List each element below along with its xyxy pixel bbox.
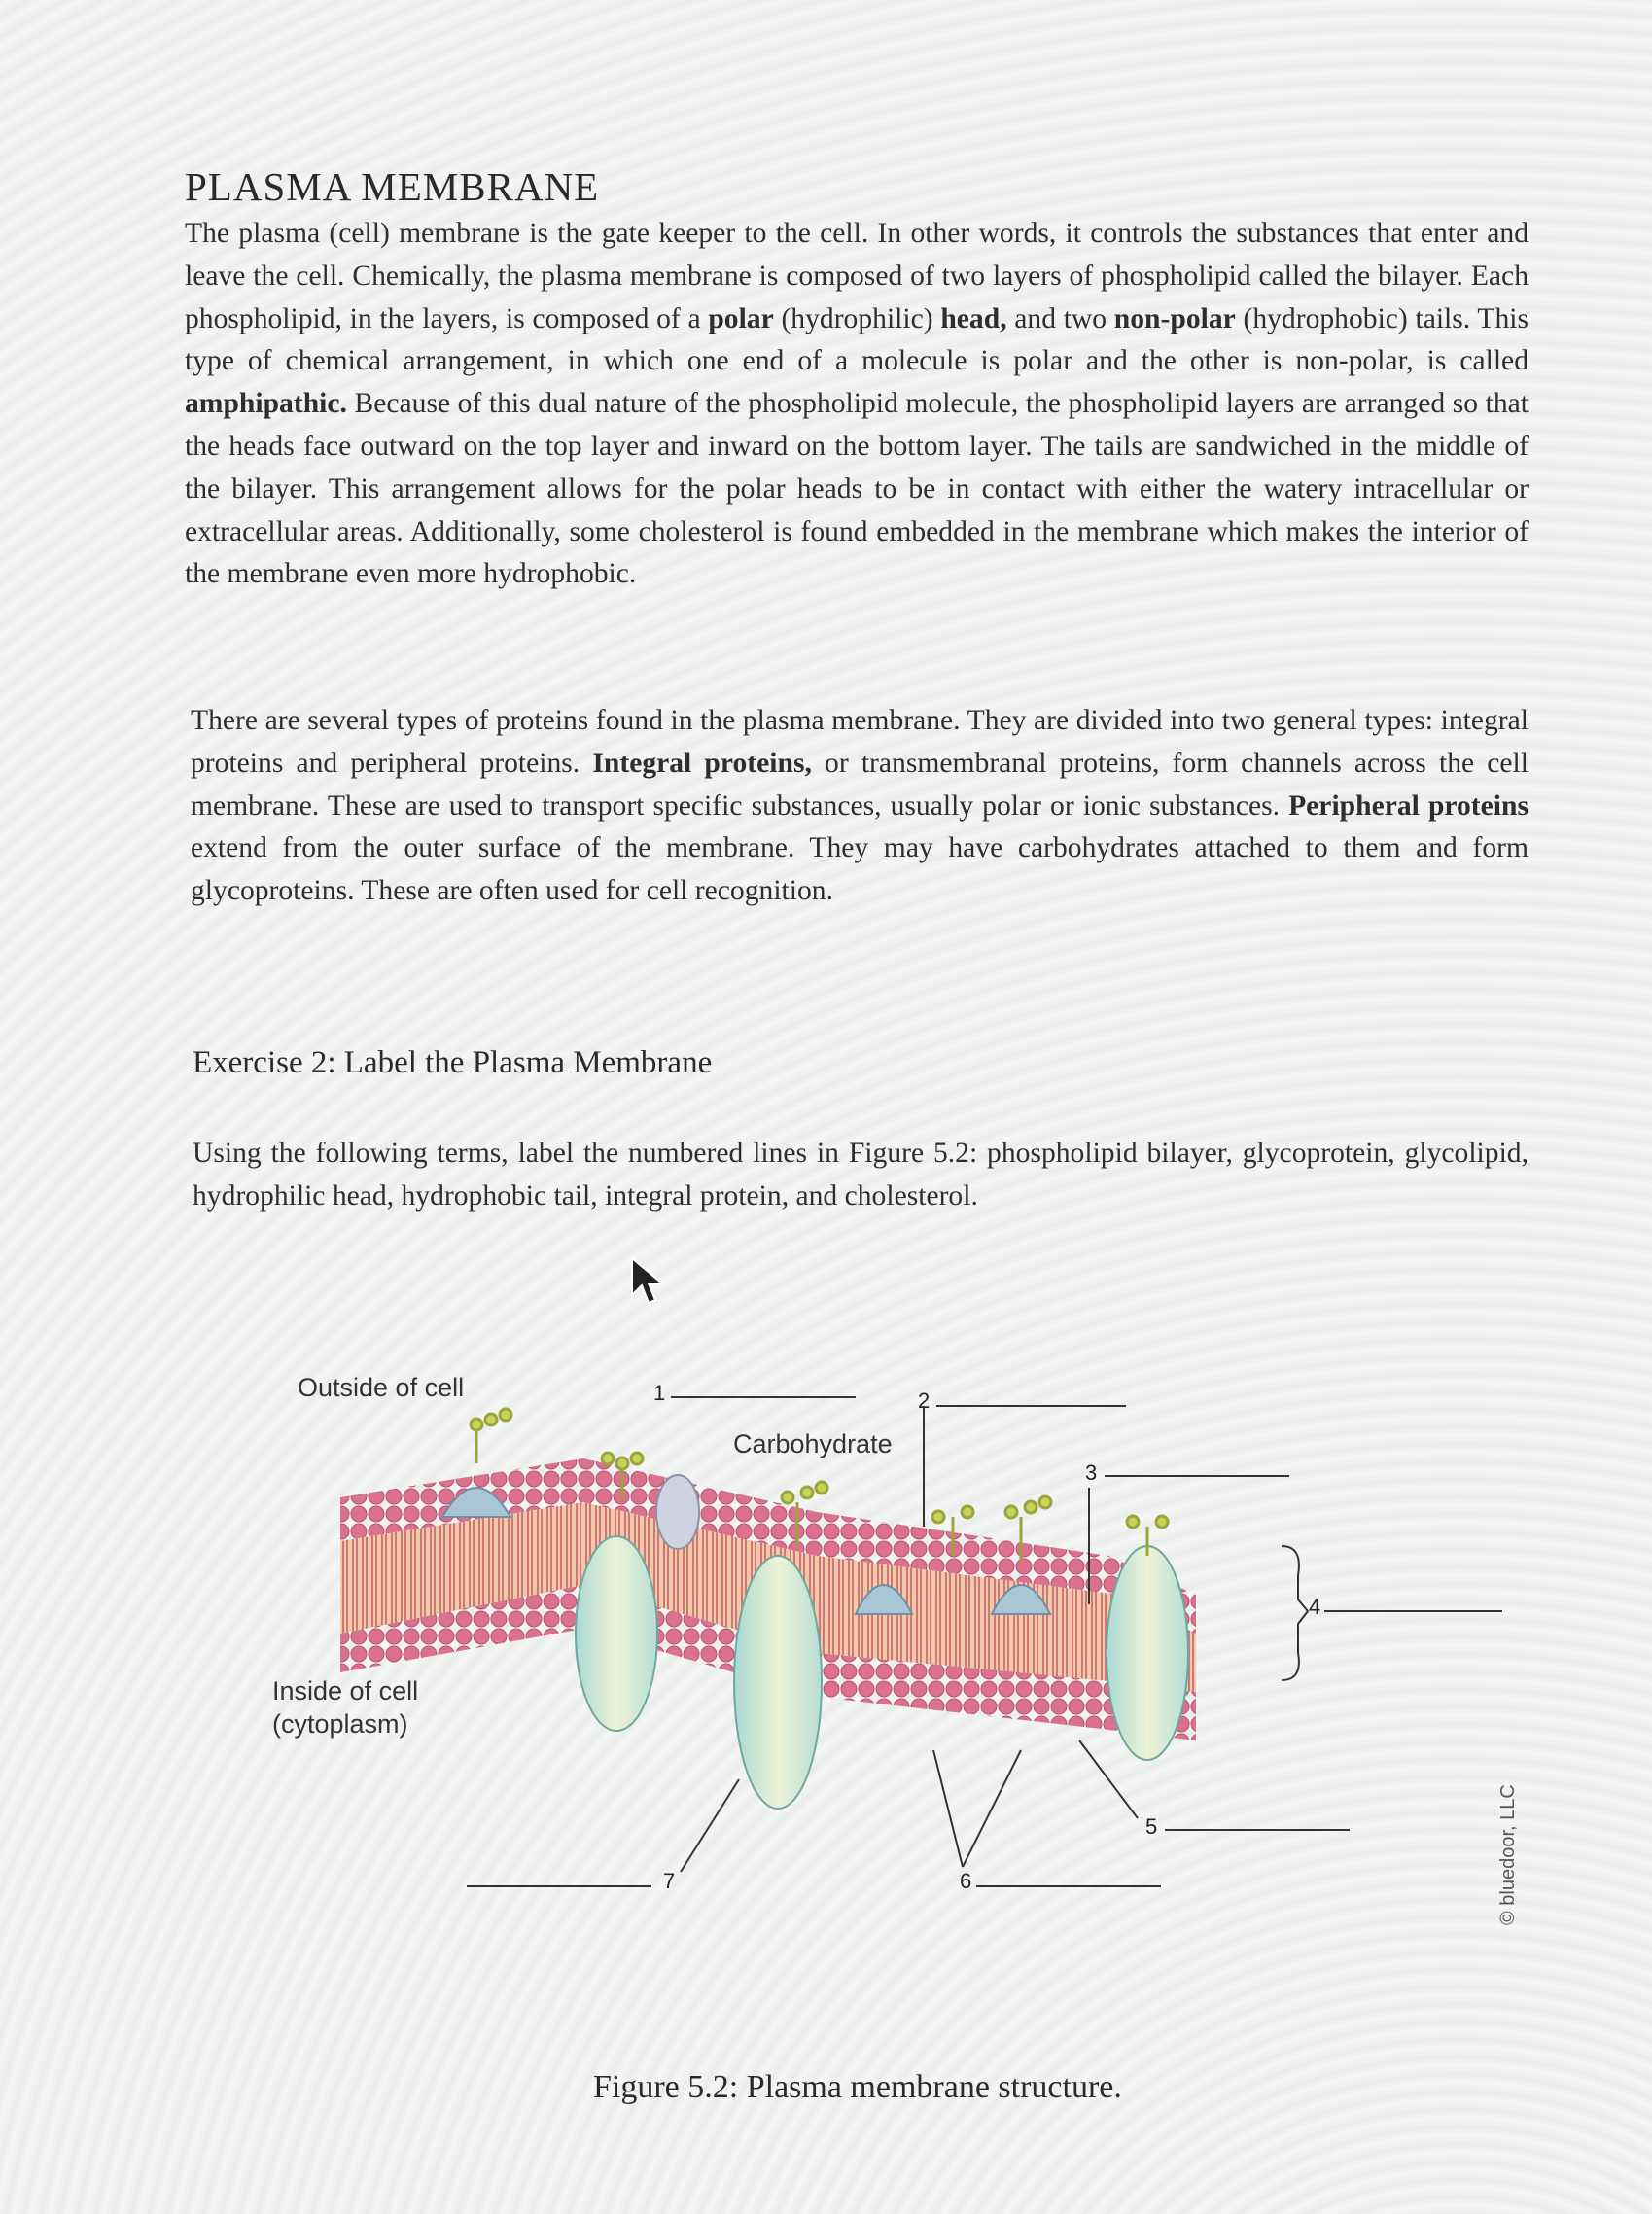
label-number-3: 3 <box>1085 1460 1098 1485</box>
exercise-heading: Exercise 2: Label the Plasma Membrane <box>193 1045 713 1080</box>
text-run: The plasma (cell) membrane is the gate keeper to the cell. In other words, it controls the substances that enter and leave the cell. Chemically, the plasma membrane is composed of two layers of phospholipid called the bilayer. Each phospholipid, in the layers, is composed of a <box>185 218 1529 334</box>
text-run: (hydrophobic) tails. This type of chemical arrangement, in which one end of a molecule is polar and the other is non-polar, is called <box>185 302 1529 377</box>
cytoplasm-label: (cytoplasm) <box>272 1709 408 1739</box>
text-run: extend from the outer surface of the membrane. They may have carbohydrates attached to them and form glycoproteins. These are often used for cell recognition. <box>191 832 1529 907</box>
figure-caption: Figure 5.2: Plasma membrane structure. <box>593 2069 1122 2105</box>
label-number-6: 6 <box>960 1869 972 1893</box>
text-run: There are several types of proteins found in the plasma membrane. They are divided into two general types: integral proteins and peripheral proteins. <box>191 705 1529 779</box>
intro-paragraph <box>185 213 1529 596</box>
text-run: (hydrophilic) <box>773 302 941 334</box>
bold-term: non-polar <box>1113 302 1236 334</box>
inside-of-cell-label: Inside of cell <box>272 1676 419 1705</box>
bold-term: polar <box>708 302 774 334</box>
label-number-4: 4 <box>1309 1595 1321 1619</box>
peripheral-protein-4 <box>656 1475 699 1549</box>
outside-of-cell-label: Outside of cell <box>298 1373 465 1402</box>
label-number-2: 2 <box>918 1388 931 1413</box>
copyright-credit: © bluedoor, LLC <box>1497 1784 1519 1925</box>
bold-term: Integral proteins, <box>592 747 812 779</box>
carbohydrate-label: Carbohydrate <box>733 1429 893 1458</box>
text-run: Because of this dual nature of the phospholipid molecule, the phospholipid layers are arranged so that the heads face outward on the top layer and inward on the bottom layer. The tails are sandwiched in the middle of the bilayer. This arrangement allows for the polar heads to be in contact with either the watery intracellular or extracellular areas. Additionally, some cholesterol is found embedded in the membrane which makes the interior of the membrane even more hydrophobic. <box>185 388 1529 590</box>
page-title: PLASMA MEMBRANE <box>185 164 600 209</box>
integral-protein-1 <box>576 1536 657 1731</box>
bold-term: Peripheral proteins <box>1288 790 1529 822</box>
label-number-1: 1 <box>653 1381 666 1405</box>
text-run: or transmembranal proteins, form channels across the cell membrane. These are used to transport specific substances, usually polar or ionic substances. <box>191 747 1529 822</box>
proteins-paragraph <box>191 700 1529 913</box>
label-number-5: 5 <box>1145 1814 1158 1839</box>
integral-protein-3 <box>1107 1546 1188 1760</box>
bold-term: amphipathic. <box>185 388 347 420</box>
bold-term: head, <box>940 302 1007 334</box>
integral-protein-2 <box>734 1556 822 1809</box>
text-run: and two <box>1006 302 1114 334</box>
exercise-instructions: Using the following terms, label the numbered lines in Figure 5.2: phospholipid bilayer, glycoprotein, glycolipid, hydrophilic head, hydrophobic tail, integral protein, and cholesterol. <box>193 1138 1529 1212</box>
label-number-7: 7 <box>663 1869 676 1893</box>
plasma-membrane-diagram <box>0 1283 1652 1964</box>
